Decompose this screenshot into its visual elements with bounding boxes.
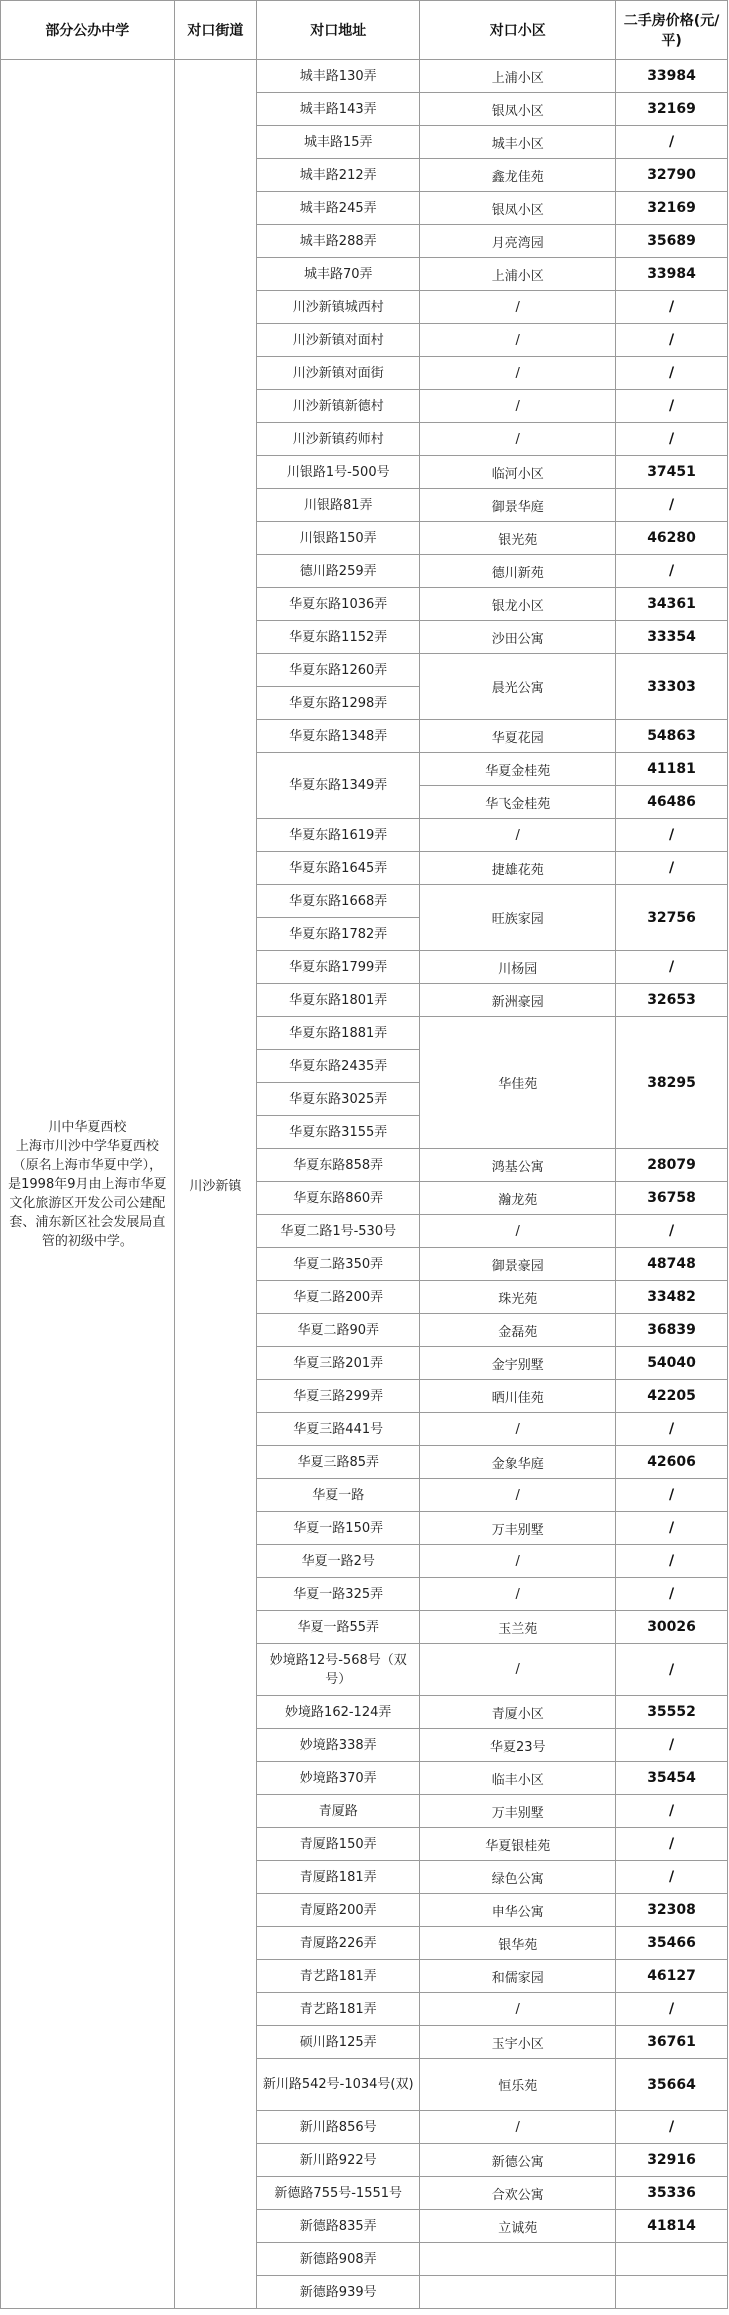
community-cell: 合欢公寓	[420, 2177, 616, 2210]
address-cell: 硕川路125弄	[257, 2026, 420, 2059]
address-cell: 华夏东路1801弄	[257, 984, 420, 1017]
price-cell: 35454	[616, 1762, 728, 1795]
price-cell: /	[616, 1644, 728, 1696]
address-cell: 川银路81弄	[257, 489, 420, 522]
address-cell: 川沙新镇对面村	[257, 324, 420, 357]
price-cell: 34361	[616, 588, 728, 621]
community-cell: 鑫龙佳苑	[420, 159, 616, 192]
community-cell: /	[420, 390, 616, 423]
address-cell: 华夏东路1152弄	[257, 621, 420, 654]
address-cell: 新德路835弄	[257, 2210, 420, 2243]
price-cell: 30026	[616, 1611, 728, 1644]
address-cell: 川银路1号-500号	[257, 456, 420, 489]
address-cell: 华夏一路	[257, 1479, 420, 1512]
address-cell: 青艺路181弄	[257, 1960, 420, 1993]
address-cell: 新德路908弄	[257, 2243, 420, 2276]
community-cell: 城丰小区	[420, 126, 616, 159]
address-cell: 川沙新镇城西村	[257, 291, 420, 324]
address-cell: 妙境路12号-568号（双号）	[257, 1644, 420, 1696]
address-cell: 新德路755号-1551号	[257, 2177, 420, 2210]
address-cell: 青厦路200弄	[257, 1894, 420, 1927]
price-cell: 36761	[616, 2026, 728, 2059]
community-cell: 银凤小区	[420, 93, 616, 126]
address-cell: 华夏东路2435弄	[257, 1050, 420, 1083]
price-cell: 32169	[616, 192, 728, 225]
address-cell: 华夏东路1645弄	[257, 852, 420, 885]
community-cell: /	[420, 1993, 616, 2026]
price-cell: /	[616, 1215, 728, 1248]
address-cell: 青厦路150弄	[257, 1828, 420, 1861]
price-cell: 33303	[616, 654, 728, 720]
price-cell: /	[616, 390, 728, 423]
price-cell: /	[616, 489, 728, 522]
community-cell: 华夏23号	[420, 1729, 616, 1762]
community-cell: /	[420, 357, 616, 390]
community-cell: 银龙小区	[420, 588, 616, 621]
header-school: 部分公办中学	[1, 1, 175, 60]
community-cell: 瀚龙苑	[420, 1182, 616, 1215]
address-cell: 城丰路212弄	[257, 159, 420, 192]
community-cell: 鸿基公寓	[420, 1149, 616, 1182]
price-cell: /	[616, 1993, 728, 2026]
street-cell: 川沙新镇	[174, 60, 256, 2309]
price-cell: /	[616, 1795, 728, 1828]
price-cell: 54863	[616, 720, 728, 753]
price-cell: 38295	[616, 1017, 728, 1149]
address-cell: 华夏一路55弄	[257, 1611, 420, 1644]
address-cell: 新川路856号	[257, 2111, 420, 2144]
price-cell: /	[616, 1828, 728, 1861]
address-cell: 川沙新镇对面街	[257, 357, 420, 390]
address-cell: 青厦路181弄	[257, 1861, 420, 1894]
address-cell: 城丰路15弄	[257, 126, 420, 159]
price-cell: 28079	[616, 1149, 728, 1182]
price-cell: 46280	[616, 522, 728, 555]
community-cell	[420, 2243, 616, 2276]
address-cell: 华夏二路200弄	[257, 1281, 420, 1314]
community-cell: 晨光公寓	[420, 654, 616, 720]
community-cell: /	[420, 291, 616, 324]
community-cell: 银凤小区	[420, 192, 616, 225]
header-street: 对口街道	[174, 1, 256, 60]
address-cell: 华夏东路1349弄	[257, 753, 420, 819]
address-cell: 华夏东路860弄	[257, 1182, 420, 1215]
address-cell: 华夏东路1298弄	[257, 687, 420, 720]
community-cell: 青厦小区	[420, 1696, 616, 1729]
community-cell: 华夏金桂苑	[420, 753, 616, 786]
price-cell: 35466	[616, 1927, 728, 1960]
price-cell: /	[616, 126, 728, 159]
price-cell: /	[616, 1578, 728, 1611]
address-cell: 城丰路288弄	[257, 225, 420, 258]
community-cell: 华佳苑	[420, 1017, 616, 1149]
price-cell: /	[616, 1413, 728, 1446]
price-cell	[616, 2243, 728, 2276]
price-cell: 36758	[616, 1182, 728, 1215]
address-cell: 华夏二路90弄	[257, 1314, 420, 1347]
community-cell: 沙田公寓	[420, 621, 616, 654]
address-cell: 青艺路181弄	[257, 1993, 420, 2026]
price-cell: 33984	[616, 258, 728, 291]
price-cell: 35664	[616, 2059, 728, 2111]
community-cell: 晒川佳苑	[420, 1380, 616, 1413]
community-cell: 华飞金桂苑	[420, 786, 616, 819]
price-cell	[616, 2276, 728, 2309]
price-cell: 32653	[616, 984, 728, 1017]
price-cell: /	[616, 291, 728, 324]
address-cell: 华夏东路3155弄	[257, 1116, 420, 1149]
community-cell: 月亮湾园	[420, 225, 616, 258]
community-cell: 珠光苑	[420, 1281, 616, 1314]
address-cell: 华夏一路325弄	[257, 1578, 420, 1611]
price-cell: /	[616, 1861, 728, 1894]
table-body	[1, 60, 728, 2309]
community-cell: /	[420, 2111, 616, 2144]
community-cell: 御景华庭	[420, 489, 616, 522]
address-cell: 华夏一路2号	[257, 1545, 420, 1578]
community-cell: /	[420, 423, 616, 456]
school-cell	[1, 60, 175, 2309]
community-cell: 立诚苑	[420, 2210, 616, 2243]
community-cell: 玉兰苑	[420, 1611, 616, 1644]
price-cell: 35689	[616, 225, 728, 258]
community-cell: 御景豪园	[420, 1248, 616, 1281]
community-cell: 新洲豪园	[420, 984, 616, 1017]
price-cell: /	[616, 555, 728, 588]
community-cell: 万丰别墅	[420, 1512, 616, 1545]
price-cell: 32916	[616, 2144, 728, 2177]
price-cell: /	[616, 357, 728, 390]
price-cell: 42205	[616, 1380, 728, 1413]
community-cell: 万丰别墅	[420, 1795, 616, 1828]
community-cell: /	[420, 324, 616, 357]
community-cell: 华夏银桂苑	[420, 1828, 616, 1861]
price-cell: 33482	[616, 1281, 728, 1314]
price-cell: 41814	[616, 2210, 728, 2243]
price-cell: 48748	[616, 1248, 728, 1281]
address-cell: 新德路939号	[257, 2276, 420, 2309]
address-cell: 川沙新镇药师村	[257, 423, 420, 456]
community-cell: 捷雄花苑	[420, 852, 616, 885]
community-cell: 旺族家园	[420, 885, 616, 951]
header-address: 对口地址	[257, 1, 420, 60]
address-cell: 华夏东路1260弄	[257, 654, 420, 687]
address-cell: 华夏东路1619弄	[257, 819, 420, 852]
header-price: 二手房价格(元/平)	[616, 1, 728, 60]
price-cell: 35552	[616, 1696, 728, 1729]
price-cell: 32790	[616, 159, 728, 192]
address-cell: 新川路922号	[257, 2144, 420, 2177]
community-cell: 玉宇小区	[420, 2026, 616, 2059]
address-cell: 华夏二路1号-530号	[257, 1215, 420, 1248]
price-cell: 37451	[616, 456, 728, 489]
price-cell: /	[616, 819, 728, 852]
price-cell: 32308	[616, 1894, 728, 1927]
price-cell: 46486	[616, 786, 728, 819]
address-cell: 华夏东路1036弄	[257, 588, 420, 621]
community-cell: 和儒家园	[420, 1960, 616, 1993]
address-cell: 妙境路162-124弄	[257, 1696, 420, 1729]
community-cell	[420, 2276, 616, 2309]
address-cell: 城丰路130弄	[257, 60, 420, 93]
header-row	[1, 1, 728, 60]
address-cell: 妙境路370弄	[257, 1762, 420, 1795]
school-name: 川中华夏西校	[48, 1119, 127, 1135]
price-cell: /	[616, 1545, 728, 1578]
community-cell: 银光苑	[420, 522, 616, 555]
address-cell: 华夏二路350弄	[257, 1248, 420, 1281]
address-cell: 华夏东路3025弄	[257, 1083, 420, 1116]
price-cell: 42606	[616, 1446, 728, 1479]
address-cell: 华夏三路299弄	[257, 1380, 420, 1413]
address-cell: 妙境路338弄	[257, 1729, 420, 1762]
community-cell: 华夏花园	[420, 720, 616, 753]
address-cell: 华夏三路441号	[257, 1413, 420, 1446]
price-cell: 36839	[616, 1314, 728, 1347]
community-cell: 申华公寓	[420, 1894, 616, 1927]
address-cell: 华夏东路1881弄	[257, 1017, 420, 1050]
header-community: 对口小区	[420, 1, 616, 60]
community-cell: 临河小区	[420, 456, 616, 489]
address-cell: 川银路150弄	[257, 522, 420, 555]
community-cell: 川杨园	[420, 951, 616, 984]
community-cell: 金象华庭	[420, 1446, 616, 1479]
community-cell: /	[420, 1215, 616, 1248]
community-cell: 新德公寓	[420, 2144, 616, 2177]
address-cell: 华夏三路201弄	[257, 1347, 420, 1380]
address-cell: 华夏东路1348弄	[257, 720, 420, 753]
table-row	[1, 60, 728, 93]
community-cell: 临丰小区	[420, 1762, 616, 1795]
community-cell: 绿色公寓	[420, 1861, 616, 1894]
community-cell: /	[420, 1644, 616, 1696]
address-cell: 华夏东路858弄	[257, 1149, 420, 1182]
school-description: 上海市川沙中学华夏西校（原名上海市华夏中学），是1998年9月由上海市华夏文化旅游区开发公司公建配套、浦东新区社会发展局直管的初级中学。	[8, 1138, 167, 1249]
address-cell: 华夏一路150弄	[257, 1512, 420, 1545]
community-cell: /	[420, 1479, 616, 1512]
price-cell: 32756	[616, 885, 728, 951]
price-cell: 35336	[616, 2177, 728, 2210]
price-cell: /	[616, 1512, 728, 1545]
price-cell: /	[616, 324, 728, 357]
community-cell: 德川新苑	[420, 555, 616, 588]
price-cell: /	[616, 1729, 728, 1762]
community-cell: /	[420, 1578, 616, 1611]
price-cell: 33984	[616, 60, 728, 93]
price-cell: 33354	[616, 621, 728, 654]
community-cell: /	[420, 1545, 616, 1578]
price-cell: 32169	[616, 93, 728, 126]
community-cell: 金宇别墅	[420, 1347, 616, 1380]
address-cell: 华夏三路85弄	[257, 1446, 420, 1479]
price-cell: /	[616, 852, 728, 885]
address-cell: 城丰路245弄	[257, 192, 420, 225]
price-cell: /	[616, 951, 728, 984]
address-cell: 城丰路143弄	[257, 93, 420, 126]
community-cell: /	[420, 819, 616, 852]
community-cell: 金磊苑	[420, 1314, 616, 1347]
price-cell: 41181	[616, 753, 728, 786]
community-cell: 恒乐苑	[420, 2059, 616, 2111]
community-cell: 银华苑	[420, 1927, 616, 1960]
address-cell: 川沙新镇新德村	[257, 390, 420, 423]
price-cell: /	[616, 2111, 728, 2144]
community-cell: /	[420, 1413, 616, 1446]
address-cell: 华夏东路1782弄	[257, 918, 420, 951]
address-cell: 青厦路	[257, 1795, 420, 1828]
address-cell: 青厦路226弄	[257, 1927, 420, 1960]
address-cell: 华夏东路1799弄	[257, 951, 420, 984]
address-cell: 城丰路70弄	[257, 258, 420, 291]
community-cell: 上浦小区	[420, 258, 616, 291]
price-cell: 54040	[616, 1347, 728, 1380]
address-cell: 新川路542号-1034号(双)	[257, 2059, 420, 2111]
community-cell: 上浦小区	[420, 60, 616, 93]
price-cell: 46127	[616, 1960, 728, 1993]
price-cell: /	[616, 423, 728, 456]
address-cell: 德川路259弄	[257, 555, 420, 588]
price-cell: /	[616, 1479, 728, 1512]
address-cell: 华夏东路1668弄	[257, 885, 420, 918]
